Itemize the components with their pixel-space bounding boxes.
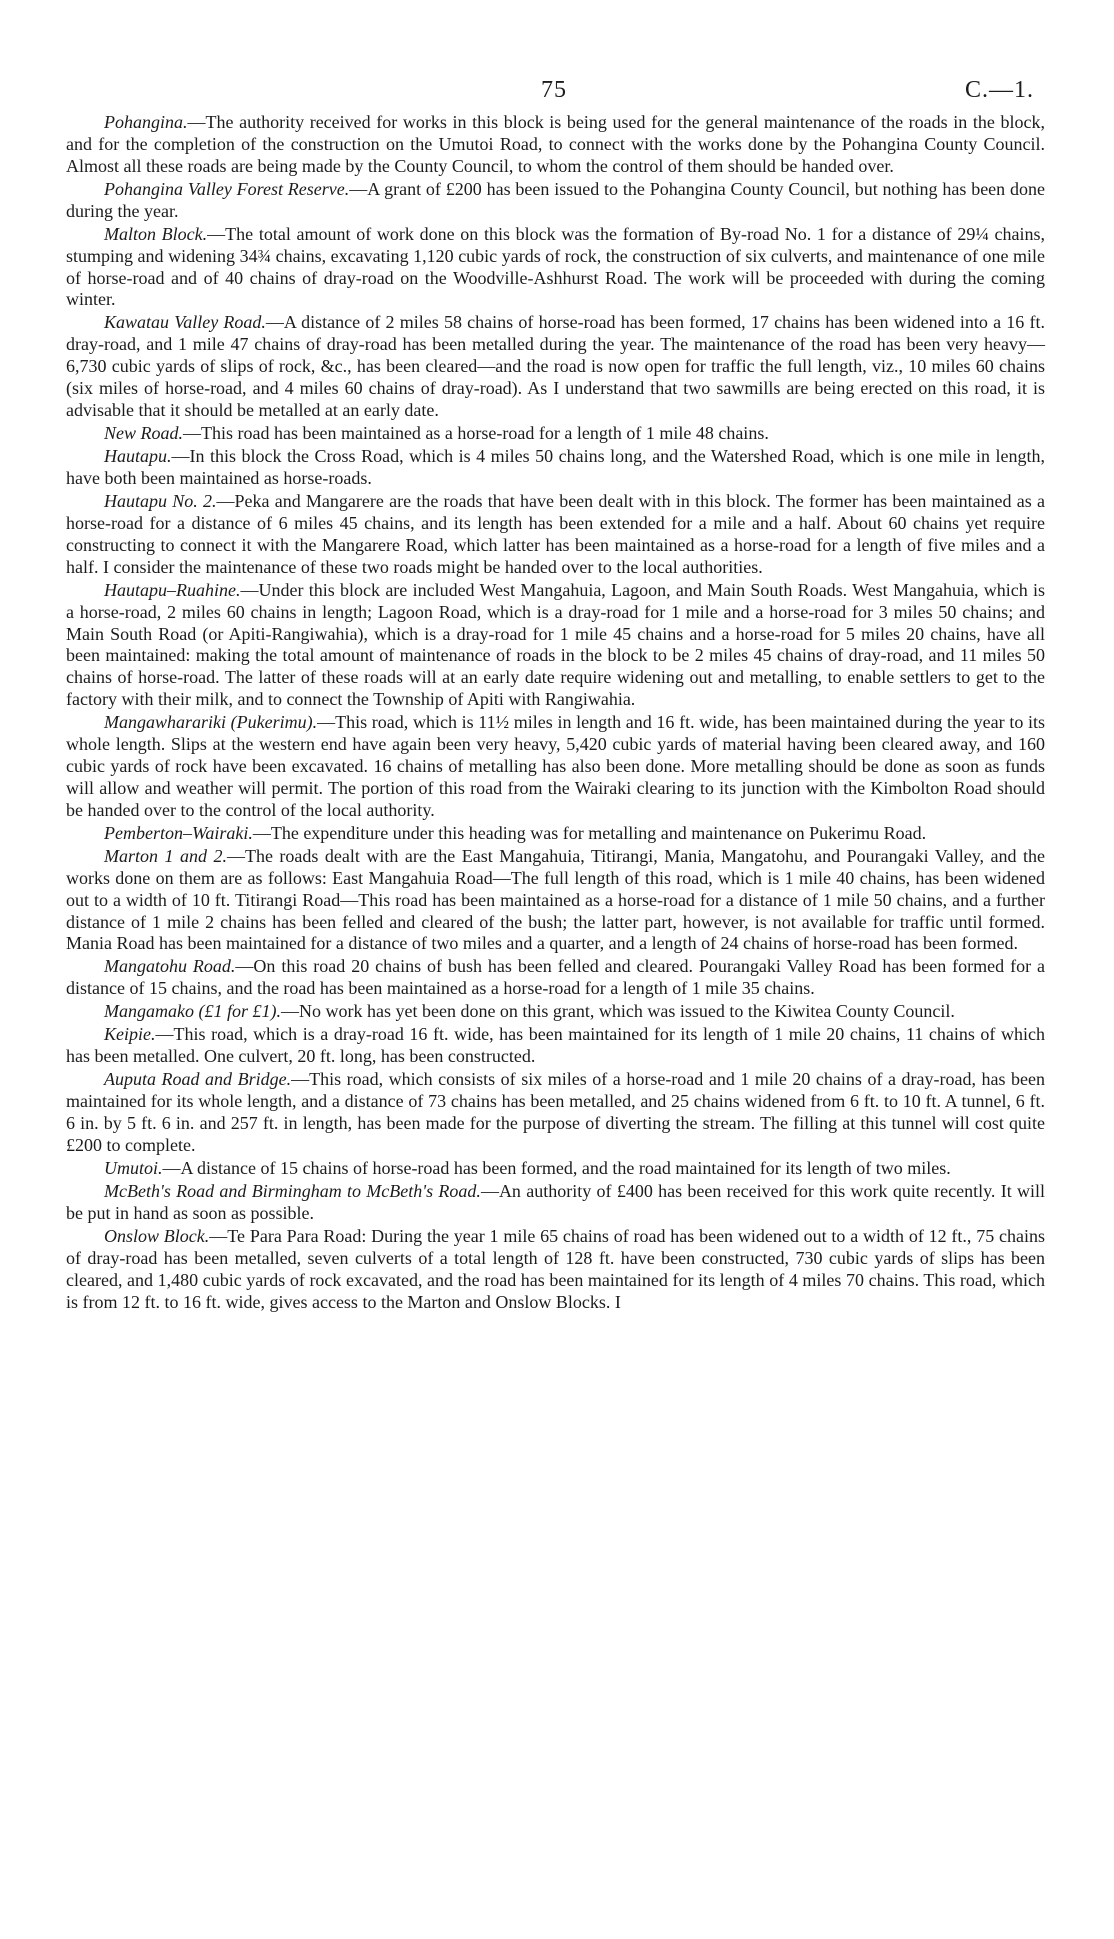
section-heading: Pohangina Valley Forest Reserve. [104,178,350,199]
section-heading: Hautapu. [104,446,172,467]
paragraph-text: —In this block the Cross Road, which is 4 miles 50 chains long, and the Watershed Road, which is one mile in length, have both been maintained as horse-roads. [66,446,1045,488]
paragraph-text: —The roads dealt with are the East Mangahuia, Titirangi, Mania, Mangatohu, and Pourangaki Valley, and the works done on them are as follows: East Mangahuia Road—The full length of this road, which is 1 mile 40 chains, has been widened out to a width of 10 ft. Titirangi Road—This road has been maintained as a horse-road for a distance of 1 mile 50 chains, and a further distance of 1 mile 2 chains has been felled and cleared of the bush; the latter part, however, is not available for traffic until formed. Mania Road has been maintained for a distance of two miles and a quarter, and a length of 24 chains of horse-road has been formed. [66,845,1045,954]
paragraph-text: —An authority of £400 has been received for this work quite recently. It will be put in hand as soon as possible. [66,1181,1045,1223]
paragraph-text: —On this road 20 chains of bush has been felled and cleared. Pourangaki Valley Road has been formed for a distance of 15 chains, and the road has been maintained as a horse-road for a length of 1 mile 35 chains. [66,956,1045,999]
section-heading: Mangawharariki (Pukerimu). [104,712,318,733]
paragraph-hautapu-ruahine [66,580,1045,711]
paragraph-marton-1-and-2 [66,846,1045,956]
section-heading: New Road. [104,423,183,444]
paragraph-text: —This road, which is 11½ miles in length and 16 ft. wide, has been maintained during the year to its whole length. Slips at the western end have again been very heavy, 5,420 cubic yards of material having been cleared away, and 160 cubic yards of rock have been excavated. 16 chains of metalling has also been done. More metalling should be done as soon as funds will allow and weather will permit. The portion of this road from the Wairaki clearing to its junction with the Kimbolton Road should be handed over to the control of the local authority. [66,712,1046,820]
paragraph-text: —No work has yet been done on this grant, which was issued to the Kiwitea County Council. [280,1001,955,1022]
section-heading: Keipie. [104,1024,156,1045]
paragraph-text: —A grant of £200 has been issued to the Pohangina County Council, but nothing has been done during the year. [66,178,1045,221]
section-heading: Pemberton–Wairaki. [104,822,253,843]
paragraph-malton-block [66,224,1045,312]
paragraph-text: —A distance of 2 miles 58 chains of horse-road has been formed, 17 chains has been widened into a 16 ft. dray-road, and 1 mile 47 chains of dray-road has been metalled during the year. The maintenance of the road has been very heavy—6,730 cubic yards of slips of rock, &c., has been cleared—and the road is now open for traffic the full length, viz., 10 miles 60 chains (six miles of horse-road, and 4 miles 60 chains of dray-road). As I understand that two sawmills are being erected on this road, it is advisable that it should be metalled at an early date. [66,312,1045,421]
section-heading: Onslow Block. [104,1225,210,1246]
paragraph-text: —The total amount of work done on this block was the formation of By-road No. 1 for a distance of 29¼ chains, stumping and widening 34¾ chains, excavating 1,120 cubic yards of rock, the construction of six culverts, and maintenance of one mile of horse-road and of 40 chains of dray-road on the Woodville-Ashhurst Road. The work will be proceeded with during the coming winter. [66,223,1045,310]
section-heading: McBeth's Road and Birmingham to McBeth's Road. [104,1181,481,1201]
paragraph-text: —This road, which is a dray-road 16 ft. wide, has been maintained for its length of 1 mile 20 chains, 11 chains of which has been metalled. One culvert, 20 ft. long, has been constructed. [66,1024,1045,1067]
paragraph-keipie [66,1024,1045,1068]
report-body [66,112,1045,1315]
paragraph-hautapu [66,446,1045,490]
section-heading: Mangatohu Road. [104,956,236,977]
paragraph-pohangina [66,112,1045,178]
paragraph-mangawharariki [66,712,1045,822]
section-heading: Umutoi. [104,1158,163,1178]
paragraph-text: —Under this block are included West Mangahuia, Lagoon, and Main South Roads. West Mangahuia, which is a horse-road, 2 miles 60 chains in length; Lagoon Road, which is a dray-road for 1 mile and a horse-road for 3 miles 50 chains; and Main South Road (or Apiti-Rangiwahia), which is a dray-road for 1 mile 45 chains and a horse-road for 5 miles 20 chains, have all been maintained: making the total amount of maintenance of roads in the block to be 2 miles 45 chains of dray-road, and 11 miles 50 chains of horse-road. The latter of these roads will at an early date require widening out and metalling, to enable settlers to get to the factory with their milk, and to connect the Township of Apiti with Rangiwahia. [66,579,1045,710]
paragraph-text: —Peka and Mangarere are the roads that have been dealt with in this block. The former has been maintained as a horse-road for a distance of 6 miles 45 chains, and its length has been extended for a mile and a half. About 60 chains yet require constructing to connect it with the Mangarere Road, which latter has been maintained as a horse-road for a length of five miles and a half. I consider the maintenance of these two roads might be handed over to the local authorities. [66,490,1045,577]
section-heading: Marton 1 and 2. [104,845,227,866]
section-heading: Kawatau Valley Road. [104,312,266,333]
paragraph-new-road [66,423,1045,445]
paragraph-hautapu-no-2 [66,491,1045,579]
section-heading: Hautapu No. 2. [104,490,217,511]
paragraph-mcbeths-road [66,1181,1045,1225]
paragraph-mangamako [66,1001,1045,1023]
paragraph-kawatau-valley-road [66,312,1045,422]
page-header [0,74,1114,106]
paragraph-auputa-road-and-bridge [66,1069,1045,1157]
paragraph-text: —The authority received for works in this block is being used for the general maintenance of the roads in the block, and for the completion of the construction on the Umutoi Road, to connect with the works done by the Pohangina County Council. Almost all these roads are being made by the County Council, to whom the control of them should be handed over. [66,112,1045,176]
paragraph-text: —This road has been maintained as a horse-road for a length of 1 mile 48 chains. [183,423,769,444]
paragraph-onslow-block [66,1226,1045,1314]
series-code: C.—1. [964,77,1034,103]
paragraph-text: —The expenditure under this heading was for metalling and maintenance on Pukerimu Road. [252,822,927,843]
paragraph-text: —A distance of 15 chains of horse-road has been formed, and the road maintained for its length of two miles. [162,1158,951,1178]
section-heading: Mangamako (£1 for £1). [104,1001,281,1022]
paragraph-text: —This road, which consists of six miles of a horse-road and 1 mile 20 chains of a dray-road, has been maintained for its whole length, and a distance of 73 chains has been metalled, and 25 chains widened from 6 ft. to 10 ft. A tunnel, 6 ft. 6 in. by 5 ft. 6 in. and 257 ft. in length, has been made for the purpose of diverting the stream. The filling at this tunnel will cost quite £200 to complete. [66,1069,1045,1155]
section-heading: Auputa Road and Bridge. [104,1069,292,1090]
section-heading: Malton Block. [104,223,208,244]
paragraph-pohangina-valley-forest-reserve [66,179,1045,223]
paragraph-pemberton-wairaki [66,823,1045,845]
paragraph-mangatohu-road [66,956,1045,1000]
paragraph-umutoi [66,1158,1045,1180]
section-heading: Pohangina. [104,112,188,132]
section-heading: Hautapu–Ruahine. [104,579,241,600]
paragraph-text: —Te Para Para Road: During the year 1 mile 65 chains of road has been widened out to a width of 12 ft., 75 chains of dray-road has been metalled, seven culverts of a total length of 128 ft. have been constructed, 730 cubic yards of slips has been cleared, and 1,480 cubic yards of rock excavated, and the road has been maintained for its length of 4 miles 70 chains. This road, which is from 12 ft. to 16 ft. wide, gives access to the Marton and Onslow Blocks. I [66,1225,1045,1312]
page-number: 75 [541,77,567,103]
